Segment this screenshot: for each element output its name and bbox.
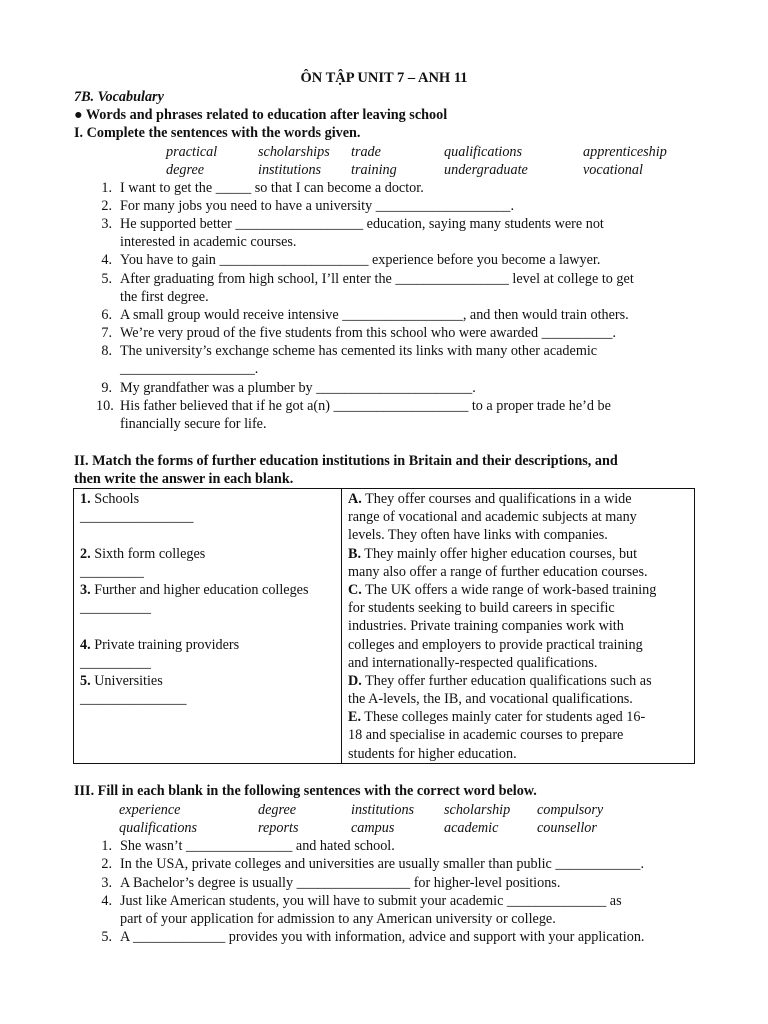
description-line: industries. Private training companies work with xyxy=(348,618,624,634)
word-bank-item: campus xyxy=(351,820,395,836)
item-number: 5. xyxy=(101,929,112,945)
answer-blank: _________ xyxy=(80,564,144,580)
institution-item: 4. Private training providers xyxy=(80,637,240,653)
description-line: for students seeking to build careers in specific xyxy=(348,600,615,616)
exercise-sentence: He supported better __________________ education, saying many students were not xyxy=(120,216,604,232)
word-bank-item: academic xyxy=(444,820,499,836)
description-line: many also offer a range of further education courses. xyxy=(348,564,648,580)
description-line: colleges and employers to provide practical training xyxy=(348,637,643,653)
exercise-sentence-cont: part of your application for admission to any American university or college. xyxy=(120,911,556,927)
exercise-sentence: His father believed that if he got a(n) ___________________ to a proper trade he’d be xyxy=(120,398,611,414)
exercise-sentence-cont: ___________________. xyxy=(120,361,259,377)
description-item: E. These colleges mainly cater for students aged 16- xyxy=(348,709,646,725)
section-heading: 7B. Vocabulary xyxy=(74,89,164,105)
bullet-icon: ● xyxy=(74,107,83,123)
exercise-sentence: In the USA, private colleges and universities are usually smaller than public ____________. xyxy=(120,856,645,872)
description-item: C. The UK offers a wide range of work-based training xyxy=(348,582,657,598)
word-bank-item: vocational xyxy=(583,162,643,178)
descriptions-column xyxy=(342,489,695,764)
description-item: A. They offer courses and qualifications in a wide xyxy=(348,491,632,507)
part2-heading-cont: then write the answer in each blank. xyxy=(74,471,294,487)
word-bank-item: training xyxy=(351,162,397,178)
description-item: B. They mainly offer higher education courses, but xyxy=(348,546,638,562)
exercise-sentence: A _____________ provides you with information, advice and support with your application. xyxy=(120,929,645,945)
institution-item: 5. Universities xyxy=(80,673,163,689)
word-bank-item: experience xyxy=(119,802,181,818)
answer-blank: __________ xyxy=(80,655,151,671)
description-line: the A-levels, the IB, and vocational qualifications. xyxy=(348,691,633,707)
exercise-sentence: A Bachelor’s degree is usually ________________ for higher-level positions. xyxy=(120,875,561,891)
word-bank-item: undergraduate xyxy=(444,162,528,178)
word-bank-item: scholarships xyxy=(258,144,330,160)
exercise-sentence: We’re very proud of the five students from this school who were awarded __________. xyxy=(120,325,617,341)
word-bank-item: degree xyxy=(166,162,205,178)
page-title: ÔN TẬP UNIT 7 – ANH 11 xyxy=(300,70,468,86)
word-bank-item: counsellor xyxy=(537,820,597,836)
word-bank-item: practical xyxy=(166,144,218,160)
word-bank-item: degree xyxy=(258,802,297,818)
word-bank-item: scholarship xyxy=(444,802,511,818)
item-number: 4. xyxy=(101,252,112,268)
item-number: 1. xyxy=(101,180,112,196)
exercise-sentence: I want to get the _____ so that I can become a doctor. xyxy=(120,180,424,196)
part2-heading: II. Match the forms of further education institutions in Britain and their descriptions, and xyxy=(74,453,618,469)
word-bank-item: institutions xyxy=(351,802,415,818)
exercise-sentence: My grandfather was a plumber by ______________________. xyxy=(120,380,476,396)
answer-blank: __________ xyxy=(80,600,151,616)
answer-blank: _______________ xyxy=(80,691,187,707)
exercise-sentence: For many jobs you need to have a university ___________________. xyxy=(120,198,515,214)
item-number: 3. xyxy=(101,216,112,232)
item-number: 8. xyxy=(101,343,112,359)
institution-item: 2. Sixth form colleges xyxy=(80,546,206,562)
item-number: 5. xyxy=(101,271,112,287)
exercise-sentence: A small group would receive intensive _________________, and then would train others. xyxy=(120,307,629,323)
item-number: 2. xyxy=(101,856,112,872)
exercise-sentence: You have to gain _____________________ experience before you become a lawyer. xyxy=(120,252,601,268)
item-number: 4. xyxy=(101,893,112,909)
item-number: 2. xyxy=(101,198,112,214)
word-bank-item: trade xyxy=(351,144,381,160)
exercise-sentence: The university’s exchange scheme has cemented its links with many other academic xyxy=(120,343,598,359)
exercise-sentence-cont: the first degree. xyxy=(120,289,209,305)
topic-text: Words and phrases related to education after leaving school xyxy=(85,107,448,123)
word-bank-item: institutions xyxy=(258,162,322,178)
item-number: 6. xyxy=(101,307,112,323)
description-line: 18 and specialise in academic courses to prepare xyxy=(348,727,624,743)
word-bank-item: qualifications xyxy=(119,820,198,836)
item-number: 3. xyxy=(101,875,112,891)
exercise-sentence-cont: financially secure for life. xyxy=(120,416,267,432)
exercise-sentence: After graduating from high school, I’ll enter the ________________ level at college to get xyxy=(120,271,634,287)
item-number: 7. xyxy=(101,325,112,341)
word-bank-item: apprenticeship xyxy=(583,144,667,160)
word-bank-item: reports xyxy=(258,820,299,836)
item-number: 9. xyxy=(101,380,112,396)
word-bank-item: qualifications xyxy=(444,144,523,160)
description-line: and internationally-respected qualifications. xyxy=(348,655,598,671)
exercise-sentence: She wasn’t _______________ and hated school. xyxy=(120,838,395,854)
exercise-sentence: Just like American students, you will have to submit your academic ______________ as xyxy=(120,893,622,909)
institutions-column xyxy=(74,489,342,764)
item-number: 10. xyxy=(96,398,114,414)
matching-table xyxy=(73,488,695,764)
answer-blank: ________________ xyxy=(80,509,194,525)
description-line: levels. They often have links with companies. xyxy=(348,527,608,543)
part1-heading: I. Complete the sentences with the words given. xyxy=(74,125,361,141)
item-number: 1. xyxy=(101,838,112,854)
description-item: D. They offer further education qualifications such as xyxy=(348,673,652,689)
institution-item: 1. Schools xyxy=(80,491,140,507)
description-line: students for higher education. xyxy=(348,746,517,762)
topic-line xyxy=(74,106,447,124)
institution-item: 3. Further and higher education colleges xyxy=(80,582,309,598)
part3-heading: III. Fill in each blank in the following sentences with the correct word below. xyxy=(74,783,537,799)
exercise-sentence-cont: interested in academic courses. xyxy=(120,234,297,250)
word-bank-item: compulsory xyxy=(537,802,604,818)
description-line: range of vocational and academic subjects at many xyxy=(348,509,637,525)
